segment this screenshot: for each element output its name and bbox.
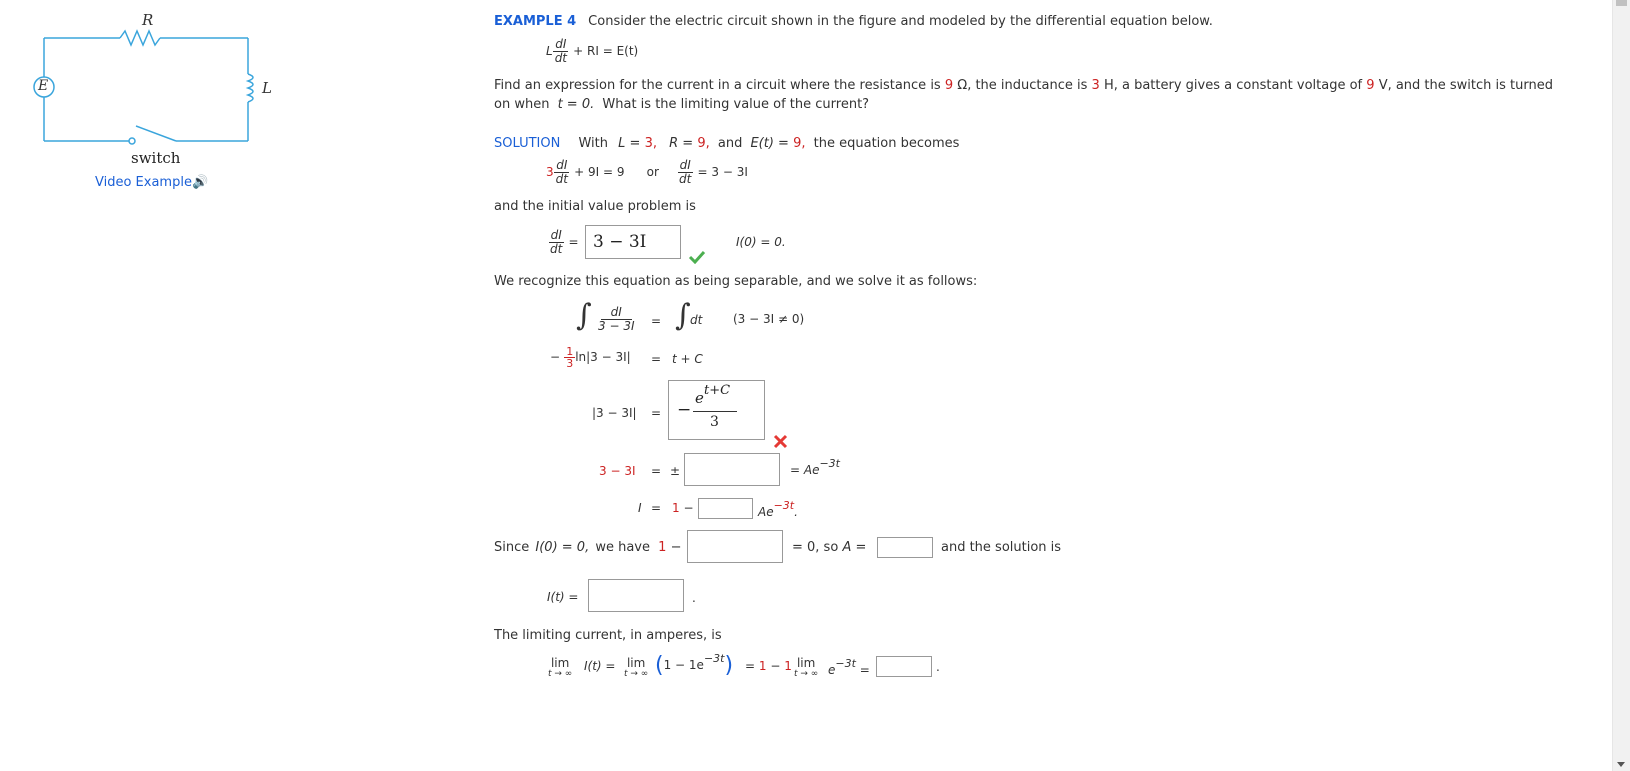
de-num: dI bbox=[555, 37, 567, 51]
I-rhs-dot: . bbox=[794, 505, 798, 519]
since-a: Since bbox=[494, 540, 530, 555]
ln-eq: = bbox=[651, 352, 662, 366]
eq-den: dt bbox=[555, 172, 568, 186]
lim3-text: lim bbox=[796, 656, 816, 670]
solution-becomes: the equation becomes bbox=[813, 136, 960, 151]
eq-or: or bbox=[646, 165, 659, 179]
I-lhs: I bbox=[638, 501, 642, 515]
example-intro bbox=[494, 14, 1213, 29]
lim1 bbox=[548, 658, 572, 680]
ivp-eq: = bbox=[568, 235, 579, 249]
problem-L-value: 3 bbox=[1091, 78, 1100, 93]
problem-f: What is the limiting value of the current? bbox=[602, 97, 870, 112]
integral-dt: dt bbox=[690, 313, 703, 327]
problem-R-value: 9 bbox=[944, 78, 954, 93]
de-fraction bbox=[553, 38, 569, 65]
lim-e-exp: −3t bbox=[835, 657, 856, 670]
integral-sign-right: ∫ bbox=[675, 298, 691, 333]
video-example-label: Video Example bbox=[95, 175, 192, 190]
switch-contact bbox=[129, 138, 135, 144]
integral-fraction bbox=[596, 306, 637, 333]
problem-line-2 bbox=[494, 97, 869, 112]
abs-answer-e: e bbox=[695, 389, 704, 407]
lim2-text: lim bbox=[626, 656, 646, 670]
lim-e bbox=[828, 657, 870, 677]
lim-eq-block bbox=[745, 659, 792, 673]
problem-b: Ω, the inductance is bbox=[957, 78, 1088, 93]
lim-paren-text: 1 − 1e bbox=[663, 658, 704, 672]
lim-paren-expr bbox=[655, 652, 733, 678]
de-L: L bbox=[546, 44, 553, 58]
integral-num: dI bbox=[601, 306, 632, 320]
since-row-left bbox=[494, 540, 681, 555]
abs-lhs: |3 − 3I| bbox=[592, 406, 637, 420]
It-label: I(t) = bbox=[547, 590, 579, 604]
inductor bbox=[248, 74, 253, 102]
eq-mid: + 9I = 9 bbox=[574, 165, 625, 179]
de-rest: + RI = E(t) bbox=[573, 44, 639, 58]
solution-with: With bbox=[578, 136, 608, 151]
pm-rhs-exp: −3t bbox=[819, 457, 840, 470]
integral-row bbox=[596, 306, 637, 333]
lim3-sub: t → ∞ bbox=[794, 669, 819, 679]
solution-E-val: 9, bbox=[793, 136, 806, 151]
ivp-fraction bbox=[548, 229, 564, 256]
problem-t0: t = 0. bbox=[557, 97, 595, 112]
I-minus: − bbox=[683, 501, 694, 515]
simplified-equation bbox=[546, 159, 748, 186]
integral-den: 3 − 3I bbox=[598, 319, 635, 333]
lim2 bbox=[624, 658, 648, 680]
ln-den: 3 bbox=[566, 357, 574, 370]
pm-rhs-text: = Ae bbox=[790, 463, 820, 477]
solution-L-eq: L = bbox=[618, 136, 641, 151]
solution-R-val: 9, bbox=[697, 136, 710, 151]
lim-end-eq: = bbox=[859, 663, 870, 677]
lim1-text: lim bbox=[550, 656, 570, 670]
pm-eq: = bbox=[651, 464, 662, 478]
lim2-sub: t → ∞ bbox=[624, 669, 649, 679]
abs-answer-den: 3 bbox=[710, 414, 719, 430]
limit-input[interactable] bbox=[876, 656, 932, 677]
since-c: we have bbox=[595, 540, 651, 555]
vertical-scrollbar[interactable] bbox=[1612, 0, 1630, 771]
lim-dot: . bbox=[936, 660, 940, 674]
switch-arm bbox=[136, 126, 176, 141]
eq2-rest: = 3 − 3I bbox=[697, 165, 748, 179]
I-eq: = bbox=[651, 501, 662, 515]
eq-coef: 3 bbox=[546, 165, 554, 179]
ln-row bbox=[550, 346, 631, 369]
ln-num: 1 bbox=[566, 345, 574, 358]
since-one: 1 bbox=[658, 540, 667, 555]
scrollbar-thumb[interactable] bbox=[1616, 0, 1627, 6]
lim-one-b: 1 bbox=[784, 659, 792, 673]
I-rhs bbox=[758, 499, 798, 519]
pm-input[interactable] bbox=[684, 453, 780, 486]
incorrect-x-icon bbox=[773, 434, 788, 449]
scroll-down-arrow-icon[interactable] bbox=[1617, 762, 1625, 767]
problem-e: on when bbox=[494, 97, 550, 112]
model-equation bbox=[546, 38, 638, 65]
I-one: 1 bbox=[672, 501, 680, 515]
since-minus: − bbox=[670, 540, 682, 555]
abs-answer-bar bbox=[693, 411, 737, 412]
ivp-num: dI bbox=[550, 228, 562, 242]
problem-V-value: 9 bbox=[1366, 78, 1375, 93]
integral-eq: = bbox=[651, 314, 662, 328]
speaker-icon: 🔊 bbox=[191, 175, 209, 190]
problem-c: H, a battery gives a constant voltage of bbox=[1103, 78, 1363, 93]
since-b: I(0) = 0, bbox=[535, 540, 590, 555]
ln-rhs: t + C bbox=[672, 352, 703, 366]
I-rhs-text: Ae bbox=[758, 505, 774, 519]
label-switch: switch bbox=[131, 149, 181, 167]
It-input[interactable] bbox=[588, 579, 684, 612]
lim-eq: = bbox=[745, 659, 756, 673]
pm-rhs bbox=[790, 457, 840, 477]
example-intro-text: Consider the electric circuit shown in the figure and modeled by the differential equation below. bbox=[588, 14, 1213, 29]
label-L: L bbox=[262, 79, 272, 97]
I-rhs-exp: −3t bbox=[773, 499, 795, 512]
solution-R-eq: R = bbox=[669, 136, 694, 151]
ivp-den: dt bbox=[550, 242, 563, 256]
abs-answer-box[interactable] bbox=[668, 380, 765, 440]
lim3 bbox=[794, 658, 818, 680]
solution-heading: SOLUTION bbox=[494, 136, 561, 151]
resistor bbox=[120, 31, 160, 45]
lim-paren-open: ( bbox=[655, 653, 664, 678]
A-input[interactable] bbox=[877, 537, 933, 558]
eq2-num: dI bbox=[679, 158, 691, 172]
ln-minus: − bbox=[550, 350, 561, 364]
eq-num: dI bbox=[556, 158, 568, 172]
since-A: A = bbox=[842, 540, 867, 555]
lim-one: 1 bbox=[758, 659, 767, 673]
lim-e-base: e bbox=[828, 663, 836, 677]
ivp-answer-value: 3 − 3I bbox=[593, 232, 647, 252]
pm-lhs: 3 − 3I bbox=[599, 464, 636, 478]
eq2-den: dt bbox=[679, 172, 692, 186]
example-heading: EXAMPLE 4 bbox=[494, 14, 577, 29]
ivp-text: and the initial value problem is bbox=[494, 199, 696, 214]
video-example-link[interactable] bbox=[95, 175, 208, 190]
solution-and: and bbox=[717, 136, 743, 151]
abs-answer-exp: t+C bbox=[704, 383, 731, 398]
since-d: = 0, so bbox=[792, 540, 839, 555]
ln-expr: ln|3 − 3I| bbox=[575, 350, 631, 364]
problem-d: V, and the switch is turned bbox=[1378, 78, 1553, 93]
ln-fraction bbox=[564, 346, 575, 369]
solution-L-val: 3, bbox=[644, 136, 657, 151]
lim-It: I(t) = bbox=[584, 659, 616, 673]
ivp-initial: I(0) = 0. bbox=[736, 235, 786, 249]
label-E: E bbox=[38, 78, 49, 94]
correct-check-icon bbox=[688, 250, 706, 264]
since-row-mid bbox=[792, 540, 866, 555]
limit-text: The limiting current, in amperes, is bbox=[494, 628, 722, 643]
separable-text: We recognize this equation as being separable, and we solve it as follows: bbox=[494, 274, 978, 289]
lim-paren-close: ) bbox=[724, 653, 734, 678]
eq-fraction bbox=[554, 159, 570, 186]
abs-answer-minus: − bbox=[677, 400, 692, 420]
since-input[interactable] bbox=[687, 530, 783, 563]
It-dot: . bbox=[692, 591, 696, 605]
problem-a: Find an expression for the current in a circuit where the resistance is bbox=[494, 78, 941, 93]
integral-sign-left: ∫ bbox=[576, 298, 592, 333]
label-R: R bbox=[142, 11, 154, 29]
solution-intro bbox=[494, 136, 959, 151]
problem-line-1 bbox=[494, 78, 1553, 93]
ivp-equation bbox=[548, 229, 579, 256]
de-den: dt bbox=[554, 51, 568, 65]
ivp-answer-box[interactable] bbox=[585, 225, 681, 259]
I-one-minus bbox=[672, 501, 694, 515]
since-e: and the solution is bbox=[941, 540, 1062, 555]
pm-sign: ± bbox=[670, 464, 681, 478]
abs-eq: = bbox=[651, 406, 662, 420]
lim-paren-exp: −3t bbox=[703, 652, 725, 665]
solution-E-eq: E(t) = bbox=[750, 136, 789, 151]
lim1-sub: t → ∞ bbox=[548, 669, 573, 679]
I-input[interactable] bbox=[698, 498, 753, 519]
integral-condition: (3 − 3I ≠ 0) bbox=[733, 312, 805, 326]
eq2-fraction bbox=[677, 159, 693, 186]
lim-minus: − bbox=[770, 659, 781, 673]
